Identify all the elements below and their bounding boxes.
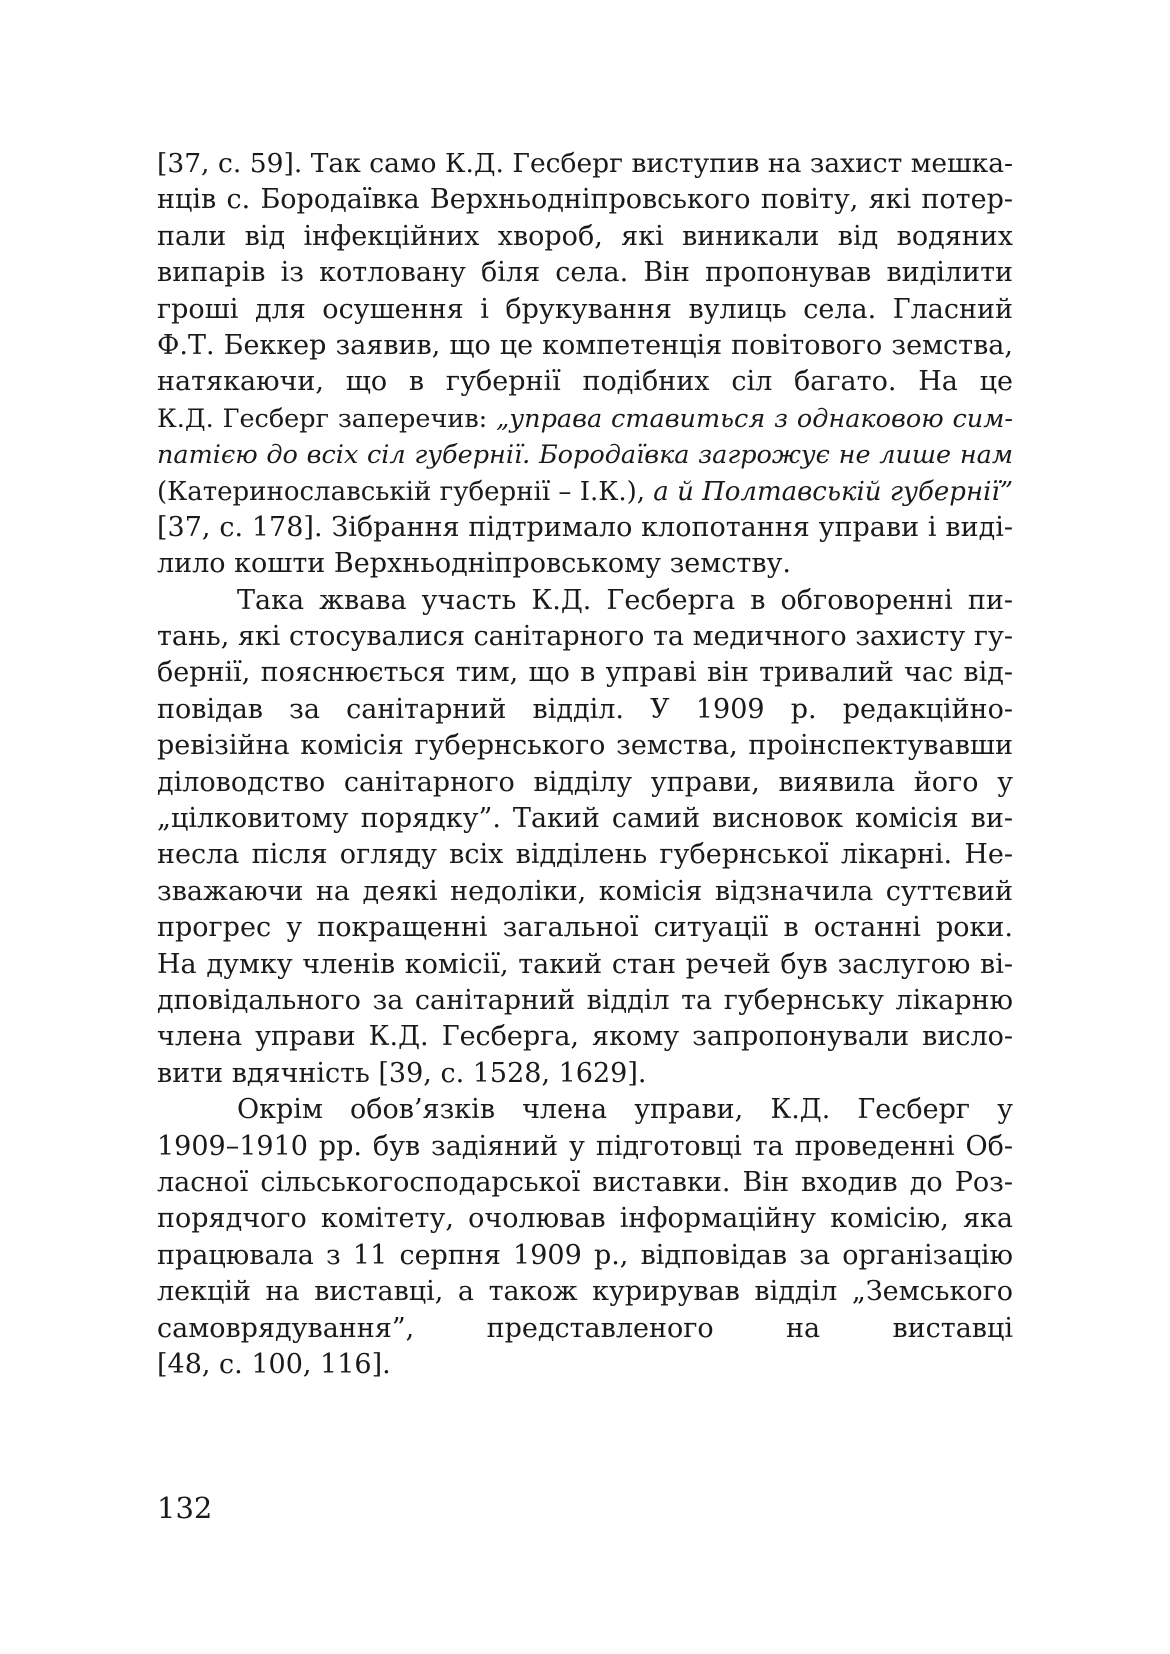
text-run: ревізійна комісія губернського земства, проінспектувавши (157, 730, 1013, 762)
page-number: 132 (157, 1491, 213, 1525)
text-run: зважаючи на деякі недоліки, комісія відзначила суттєвий (157, 875, 1013, 907)
text-line (157, 1347, 1013, 1383)
italic-quote: а й Полтавській губернії” (653, 476, 1013, 507)
text-line (157, 765, 1013, 801)
text-line (157, 255, 1013, 291)
text-run: самоврядування”, представленого на виставці (157, 1312, 1013, 1344)
text-line (157, 692, 1013, 728)
text-line (157, 219, 1013, 255)
italic-quote: „управа ставиться з однаковою сим- (496, 403, 1013, 434)
text-line (157, 146, 1013, 182)
text-run: Ф.Т. Беккер заявив, що це компетенція повітового земства, (157, 329, 1013, 361)
text-line (157, 292, 1013, 328)
paragraph-3 (157, 1092, 1013, 1383)
text-line (157, 1092, 1013, 1128)
text-line (157, 837, 1013, 873)
text-line (157, 1201, 1013, 1237)
text-run: порядчого комітету, очолював інформаційну комісію, яка (157, 1203, 1013, 1235)
text-line (157, 328, 1013, 364)
text-run: натякаючи, що в губернії подібних сіл багато. На це (157, 366, 1013, 398)
text-run: Окрім обов’язків члена управи, К.Д. Гесберг у (237, 1094, 1013, 1126)
text-line (157, 182, 1013, 218)
text-run: гроші для осушення і брукування вулиць села. Гласний (157, 293, 1013, 325)
page-body (157, 146, 1013, 1383)
text-run: [48, с. 100, 116]. (157, 1348, 391, 1380)
text-line (157, 655, 1013, 691)
text-run: вити вдячність [39, с. 1528, 1629]. (157, 1057, 647, 1089)
text-line (157, 510, 1013, 546)
text-run: К.Д. Гесберг заперечив: (157, 403, 497, 434)
text-run: тань, які стосувалися санітарного та медичного захисту гу- (157, 621, 1013, 653)
text-run: дповідального за санітарний відділ та губернську лікарню (157, 984, 1013, 1016)
text-line (157, 583, 1013, 619)
text-line (157, 546, 1013, 582)
text-line (157, 1129, 1013, 1165)
text-run: ласної сільськогосподарської виставки. Він входив до Роз- (157, 1166, 1013, 1198)
text-line (157, 1019, 1013, 1055)
text-run: несла після огляду всіх відділень губернської лікарні. Не- (157, 839, 1013, 871)
text-run: прогрес у покращенні загальної ситуації в останні роки. (157, 912, 1013, 944)
text-line (157, 874, 1013, 910)
text-line (157, 728, 1013, 764)
text-run: пали від інфекційних хвороб, які виникали від водяних (157, 220, 1013, 252)
text-run: діловодство санітарного відділу управи, виявила його у (157, 766, 1013, 798)
text-run: нців с. Бородаївка Верхньодніпровського повіту, які потер- (157, 184, 1013, 216)
paragraph-2 (157, 583, 1013, 1092)
text-line (157, 983, 1013, 1019)
text-run: бернії, пояснюється тим, що в управі він тривалий час від- (157, 657, 1013, 689)
text-line (157, 364, 1013, 400)
text-run: повідав за санітарний відділ. У 1909 р. редакційно- (157, 693, 1013, 725)
italic-quote: патією до всіх сіл губернії. Бородаївка загрожує не лише нам (157, 440, 1013, 471)
text-run: [37, с. 59]. Так само К.Д. Гесберг виступив на захист мешка- (157, 148, 1013, 179)
text-run: На думку членів комісії, такий стан речей був заслугою ві- (157, 948, 1013, 980)
text-line (157, 947, 1013, 983)
text-run: Така жвава участь К.Д. Гесберга в обговоренні пи- (237, 584, 1013, 616)
text-line (157, 401, 1013, 437)
text-run: „цілковитому порядку”. Такий самий висновок комісія ви- (157, 803, 1013, 835)
text-run: випарів із котловану біля села. Він пропонував виділити (157, 257, 1013, 289)
text-line (157, 437, 1013, 473)
text-line (157, 1238, 1013, 1274)
text-line (157, 619, 1013, 655)
text-run: 1909–1910 рр. був задіяний у підготовці та проведенні Об- (157, 1130, 1013, 1162)
text-line (157, 910, 1013, 946)
text-line (157, 1165, 1013, 1201)
text-line (157, 474, 1013, 510)
text-run: працювала з 11 серпня 1909 р., відповідав за організацію (157, 1239, 1013, 1271)
paragraph-1 (157, 146, 1013, 583)
text-run: (Катеринославській губернії – І.К.), (157, 476, 654, 507)
text-run: члена управи К.Д. Гесберга, якому запропонували вислo- (157, 1021, 1013, 1053)
text-line (157, 1274, 1013, 1310)
text-run: [37, с. 178]. Зібрання підтримало клопотання управи і виді- (157, 511, 1013, 543)
text-line (157, 1056, 1013, 1092)
text-line (157, 1311, 1013, 1347)
text-run: лило кошти Верхньодніпровському земству. (157, 548, 792, 580)
text-run: лекцій на виставці, а також курирував відділ „Земського (157, 1276, 1013, 1308)
text-line (157, 801, 1013, 837)
